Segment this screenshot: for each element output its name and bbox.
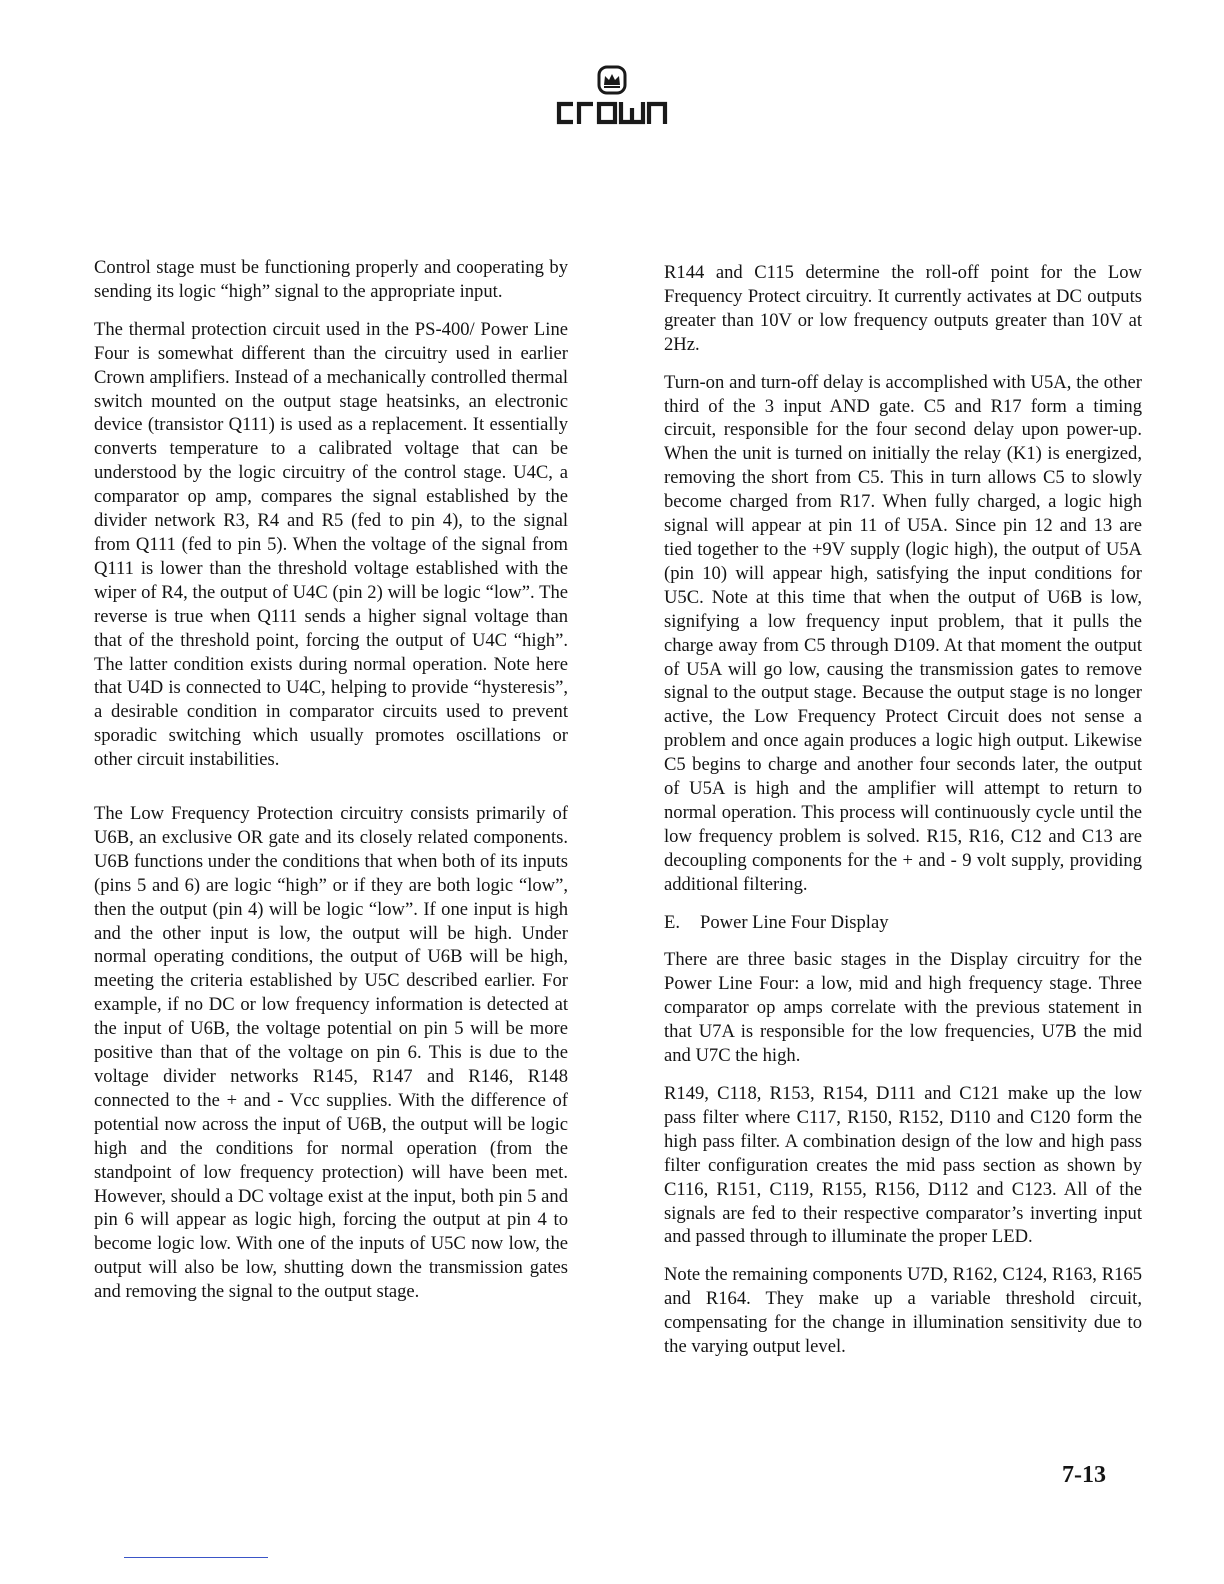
right-paragraph-3: There are three basic stages in the Display circuitry for the Power Line Four: a low, mid and high frequency stage. Three comparator op amps correlate with the previous statement in that U7A is responsible for the low frequencies, U7B the mid and U7C the high. xyxy=(664,949,1142,1067)
right-paragraph-1: R144 and C115 determine the roll-off point for the Low Frequency Protect circuitry. It currently activates at DC outputs greater than 10V or low frequency outputs greater than 10V at 2Hz. xyxy=(664,262,1142,355)
crown-wordmark xyxy=(553,100,671,126)
left-paragraph-2: The thermal protection circuit used in the PS-400/ Power Line Four is somewhat different than the circuitry used in earlier Crown amplifiers. Instead of a mechanically controlled thermal switch mounted on the output stage heatsinks, an electronic device (transistor Q111) is used as a replacement. It essentially converts temperature to a calibrated voltage that can be understood by the logic circuitry of the control stage. U4C, a comparator op amp, compares the signal established by the divider network R3, R4 and R5 (fed to pin 4), to the signal from Q111 (fed to pin 5). When the voltage of the signal from Q111 is lower than the threshold voltage established with the wiper of R4, the output of U4C (pin 2) will be logic “low”. The reverse is true when Q111 sends a higher signal voltage than that of the threshold point, forcing the output of U4C “high”. The latter condition exists during normal operation. Note here that U4D is connected to U4C, helping to provide “hysteresis”, a desirable condition in comparator circuits used to prevent sporadic switching which usually promotes oscillations or other circuit instabilities. xyxy=(94,318,568,771)
left-column xyxy=(94,256,568,1318)
footnote-rule xyxy=(124,1557,268,1558)
right-paragraph-5: Note the remaining components U7D, R162, C124, R163, R165 and R164. They make up a variable threshold circuit, compensating for the change in illumination sensitivity due to the varying output level. xyxy=(664,1264,1142,1358)
right-column xyxy=(664,261,1142,1373)
section-heading xyxy=(664,911,1142,935)
section-heading-title: Power Line Four Display xyxy=(700,911,889,933)
right-paragraph-4: R149, C118, R153, R154, D111 and C121 make up the low pass filter where C117, R150, R152, D110 and C120 form the high pass filter. A combination design of the low and high pass filter configuration creates the mid pass section as shown by C116, R151, C119, R155, R156, D112 and C123. All of the signals are fed to their respective comparator’s inverting input and passed through to illuminate the proper LED. xyxy=(664,1083,1142,1248)
left-paragraph-1: Control stage must be functioning properly and cooperating by sending its logic “high” signal to the appropriate input. xyxy=(94,257,568,302)
left-paragraph-3: The Low Frequency Protection circuitry consists primarily of U6B, an exclusive OR gate and its closely related components. U6B functions under the conditions that when both of its inputs (pins 5 and 6) are logic “high” or if they are both logic “low”, then the output (pin 4) will be logic “low”. If one input is high and the other input is low, the output will be high. Under normal operating conditions, the output of U6B will be high, meeting the criteria established by U5C described earlier. For example, if no DC or low frequency information is detected at the input of U6B, the voltage potential on pin 5 will be more positive than that of the voltage on pin 6. This is due to the voltage divider networks R145, R147 and R146, R148 connected to the + and - Vcc supplies. With the difference of potential now across the input of U6B, the output will be logic high and the conditions for normal operation (from the standpoint of low frequency protection) will have been met. However, should a DC voltage exist at the input, both pin 5 and pin 6 will appear as logic high, forcing the output at pin 4 to become logic low. With one of the inputs of U5C now low, the output will also be low, shutting down the transmission gates and removing the signal to the output stage. xyxy=(94,803,568,1303)
section-heading-letter: E. xyxy=(664,911,681,933)
page-number: 7-13 xyxy=(1062,1462,1106,1488)
crown-logo xyxy=(0,64,1224,126)
crown-emblem-icon xyxy=(596,64,628,96)
right-paragraph-2: Turn-on and turn-off delay is accomplished with U5A, the other third of the 3 input AND gate. C5 and R17 form a timing circuit, responsible for the four second delay upon power-up. When the unit is turned on initially the relay (K1) is energized, removing the short from C5. This in turn allows C5 to slowly become charged from R17. When fully charged, a logic high signal will appear at pin 11 of U5A. Since pin 12 and 13 are tied together to the +9V supply (logic high), the output of U5A (pin 10) will appear high, satisfying the input conditions for U5C. Note at this time that when the output of U6B is low, signifying a low frequency input problem, that it pulls the charge away from C5 through D109. At that moment the output of U5A will go low, causing the transmission gates to remove signal to the output stage. Because the output stage is no longer active, the Low Frequency Protect Circuit does not sense a problem and once again produces a logic high output. Likewise C5 begins to charge and another four seconds later, the output of U5A is high and the amplifier will attempt to return to normal operation. This process will continuously cycle until the low frequency problem is solved. R15, R16, C12 and C13 are decoupling components for the + and - 9 volt supply, providing additional filtering. xyxy=(664,371,1142,895)
